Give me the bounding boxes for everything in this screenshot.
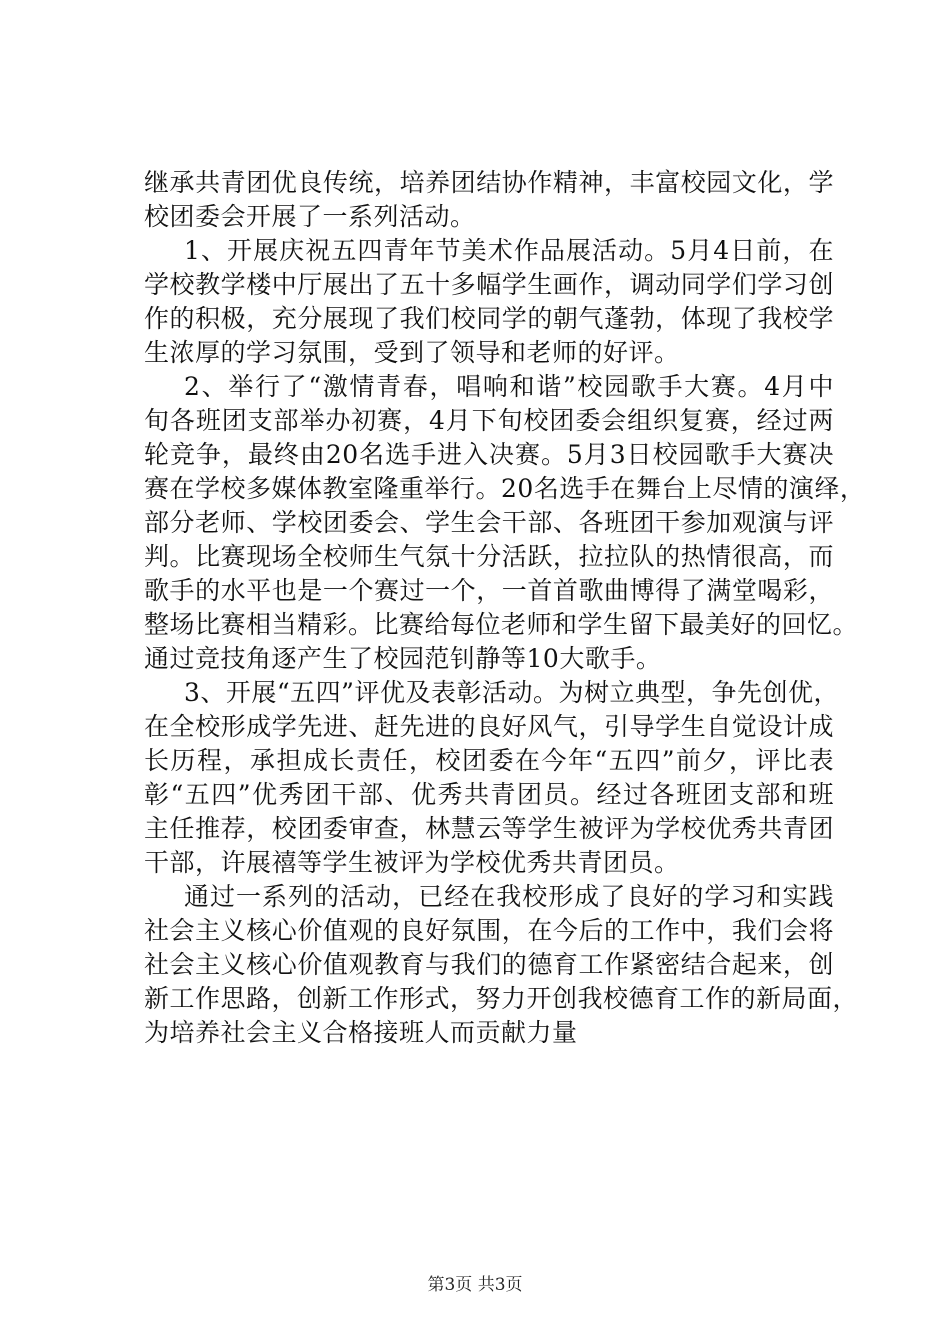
paragraph-item-1: [144, 234, 834, 370]
text-line: 赛在学校多媒体教室隆重举行。20名选手在舞台上尽情的演绎，: [144, 474, 866, 503]
text-line: 作的积极，充分展现了我们校同学的朝气蓬勃，体现了我校学: [144, 304, 834, 333]
document-body: [144, 166, 866, 1050]
text-line: 歌手的水平也是一个赛过一个，一首首歌曲博得了满堂喝彩，: [144, 576, 834, 605]
text-line: 长历程，承担成长责任，校团委在今年“五四”前夕，评比表: [144, 746, 834, 775]
text-line: 主任推荐，校团委审查，林慧云等学生被评为学校优秀共青团: [144, 814, 834, 843]
paragraph-item-3: [144, 676, 839, 880]
text-line: 继承共青团优良传统，培养团结协作精神，丰富校园文化，学: [144, 168, 834, 197]
text-line: 通过一系列的活动，已经在我校形成了良好的学习和实践: [184, 882, 834, 911]
text-line: 判。比赛现场全校师生气氛十分活跃，拉拉队的热情很高，而: [144, 542, 834, 571]
text-line: 新工作思路，创新工作形式，努力开创我校德育工作的新局面，: [144, 984, 859, 1013]
text-line: 2、举行了“激情青春，唱响和谐”校园歌手大赛。4月中: [184, 372, 834, 401]
text-line: 在全校形成学先进、赶先进的良好风气，引导学生自觉设计成: [144, 712, 834, 741]
text-line: 1、开展庆祝五四青年节美术作品展活动。5月4日前，在: [184, 236, 834, 265]
text-line: 整场比赛相当精彩。比赛给每位老师和学生留下最美好的回忆。: [144, 610, 859, 639]
text-line: 旬各班团支部举办初赛，4月下旬校团委会组织复赛，经过两: [144, 406, 834, 435]
text-line: 社会主义核心价值观教育与我们的德育工作紧密结合起来，创: [144, 950, 834, 979]
text-line: 轮竞争，最终由20名选手进入决赛。5月3日校园歌手大赛决: [144, 440, 834, 469]
text-line: 社会主义核心价值观的良好氛围，在今后的工作中，我们会将: [144, 916, 834, 945]
text-line: 部分老师、学校团委会、学生会干部、各班团干参加观演与评: [144, 508, 834, 537]
text-line: 生浓厚的学习氛围，受到了领导和老师的好评。: [144, 338, 680, 367]
text-line: 3、开展“五四”评优及表彰活动。为树立典型，争先创优，: [184, 678, 839, 707]
paragraph-item-2: [144, 370, 866, 676]
text-line: 彰“五四”优秀团干部、优秀共青团员。经过各班团支部和班: [144, 780, 834, 809]
text-line: 为培养社会主义合格接班人而贡献力量: [144, 1018, 578, 1047]
paragraph-intro: [144, 166, 834, 234]
text-line: 学校教学楼中厅展出了五十多幅学生画作，调动同学们学习创: [144, 270, 834, 299]
text-line: 校团委会开展了一系列活动。: [144, 202, 476, 231]
text-line: 通过竞技角逐产生了校园范钊静等10大歌手。: [144, 644, 662, 673]
text-line: 干部，许展禧等学生被评为学校优秀共青团员。: [144, 848, 680, 877]
page-number-footer: 第3页 共3页: [427, 1275, 523, 1295]
paragraph-conclusion: [144, 880, 859, 1050]
